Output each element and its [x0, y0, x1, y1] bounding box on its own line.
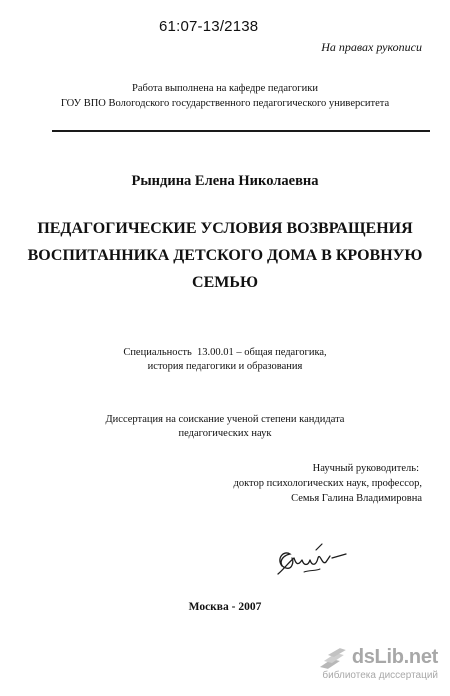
specialty-line: история педагогики и образования: [147, 361, 303, 372]
organization-line: ГОУ ВПО Вологодского государственного педагогического университета: [60, 98, 390, 109]
advisor-name: Семья Галина Владимировна: [291, 493, 422, 504]
organization-block: [0, 81, 450, 111]
degree-line: Диссертация на соискание ученой степени кандидата: [105, 414, 345, 425]
specialty-block: [0, 346, 450, 374]
title-line: СЕМЬЮ: [192, 274, 258, 291]
advisor-heading: Научный руководитель:: [312, 463, 419, 474]
degree-block: [0, 413, 450, 441]
watermark: [318, 646, 438, 690]
document-code: 61:07-13/2138: [159, 18, 259, 35]
city-year: Москва - 2007: [188, 601, 262, 613]
dissertation-title: [0, 215, 450, 296]
watermark-subtitle: библиотека диссертаций: [322, 670, 438, 681]
author-name: Рындина Елена Николаевна: [131, 173, 319, 189]
organization-line: Работа выполнена на кафедре педагогики: [132, 83, 318, 94]
title-line: ПЕДАГОГИЧЕСКИЕ УСЛОВИЯ ВОЗВРАЩЕНИЯ: [37, 220, 413, 237]
advisor-degree: доктор психологических наук, профессор,: [233, 478, 422, 489]
handwritten-signature: [268, 536, 368, 584]
degree-line: педагогических наук: [178, 428, 272, 439]
advisor-block: [233, 461, 422, 506]
watermark-brand: dsLib.net: [351, 646, 438, 668]
title-line: ВОСПИТАННИКА ДЕТСКОГО ДОМА В КРОВНУЮ: [27, 247, 423, 264]
books-logo-icon: [318, 647, 348, 669]
specialty-line: Специальность 13.00.01 – общая педагогика,: [123, 347, 327, 358]
horizontal-divider: [52, 130, 430, 132]
rights-note: На правах рукописи: [321, 40, 422, 54]
